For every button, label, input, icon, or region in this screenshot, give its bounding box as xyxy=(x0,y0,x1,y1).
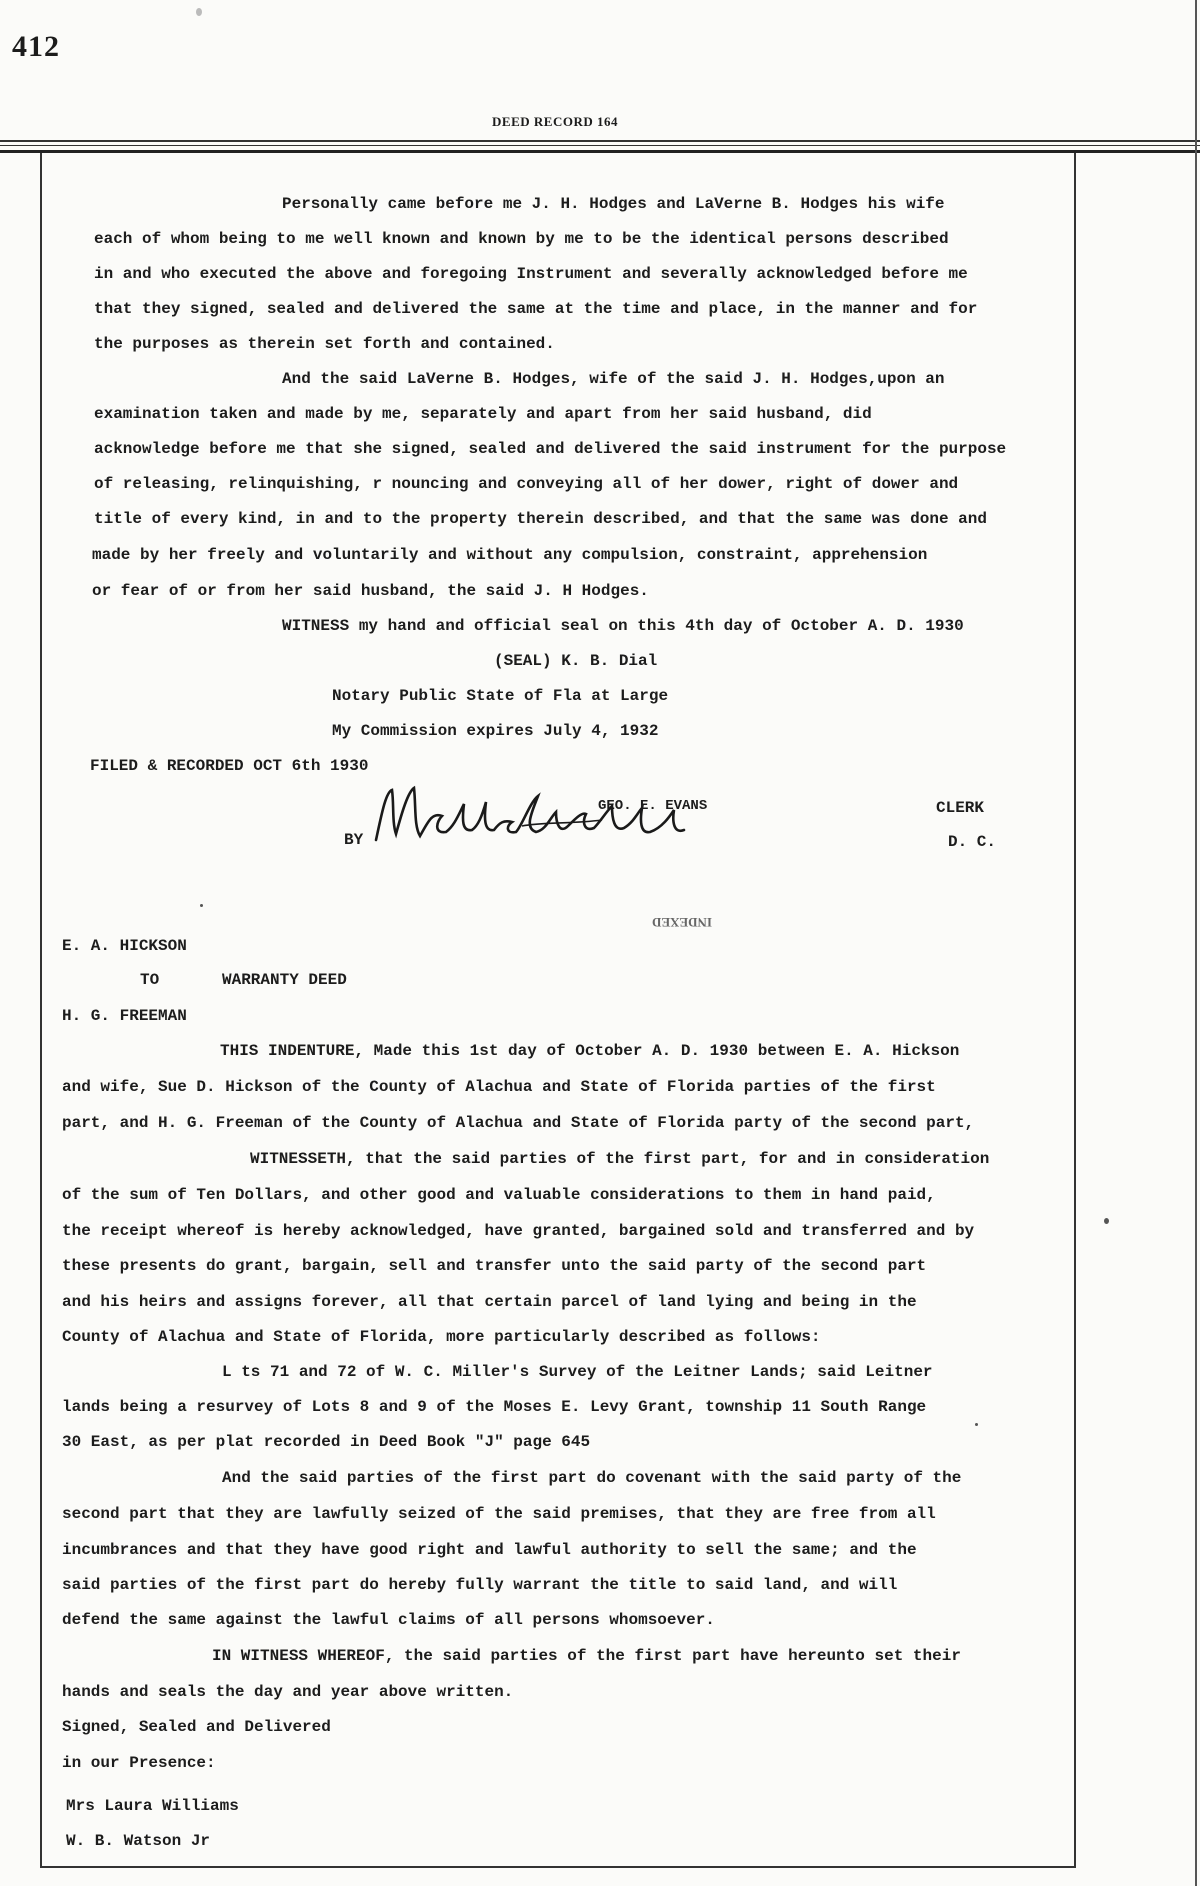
deed-line: WITNESSETH, that the said parties of the first part, for and in consideration xyxy=(250,1150,990,1168)
ack-line: in and who executed the above and foregoing Instrument and severally acknowledged before me xyxy=(94,265,968,283)
deed-line: L ts 71 and 72 of W. C. Miller's Survey of the Leitner Lands; said Leitner xyxy=(222,1363,933,1381)
witness-name: W. B. Watson Jr xyxy=(66,1832,211,1850)
deed-line: of the sum of Ten Dollars, and other good and valuable considerations to them in hand paid, xyxy=(62,1186,936,1204)
deed-line: 30 East, as per plat recorded in Deed Book "J" page 645 xyxy=(62,1433,591,1451)
notary-line: Notary Public State of Fla at Large xyxy=(332,687,669,705)
deed-line: lands being a resurvey of Lots 8 and 9 of the Moses E. Levy Grant, township 11 South Range xyxy=(62,1398,927,1416)
right-margin-rule xyxy=(1074,153,1076,1868)
deed-line: and his heirs and assigns forever, all that certain parcel of land lying and being in the xyxy=(62,1293,917,1311)
deed-line: THIS INDENTURE, Made this 1st day of October A. D. 1930 between E. A. Hickson xyxy=(220,1042,960,1060)
witness-name: Mrs Laura Williams xyxy=(66,1797,239,1815)
deed-line: defend the same against the lawful claims of all persons whomsoever. xyxy=(62,1611,715,1629)
ack-line: examination taken and made by me, separately and apart from her said husband, did xyxy=(94,405,872,423)
to-label: TO xyxy=(140,971,160,989)
scan-speck xyxy=(196,8,202,16)
by-label: BY xyxy=(344,831,364,849)
ack-line: or fear of or from her said husband, the said J. H Hodges. xyxy=(92,582,649,600)
left-margin-rule xyxy=(40,153,42,1868)
deed-line: part, and H. G. Freeman of the County of Alachua and State of Florida party of the second part, xyxy=(62,1114,975,1132)
ack-line: each of whom being to me well known and known by me to be the identical persons described xyxy=(94,230,949,248)
seal-line: (SEAL) K. B. Dial xyxy=(494,652,658,670)
ack-line: title of every kind, in and to the property therein described, and that the same was done and xyxy=(94,510,987,528)
clerk-title: CLERK xyxy=(936,799,985,817)
deed-line: hands and seals the day and year above written. xyxy=(62,1683,514,1701)
ack-line: Personally came before me J. H. Hodges and LaVerne B. Hodges his wife xyxy=(282,195,945,213)
bottom-rule xyxy=(40,1866,1076,1868)
commission-line: My Commission expires July 4, 1932 xyxy=(332,722,659,740)
deed-line: And the said parties of the first part do covenant with the said party of the xyxy=(222,1469,962,1487)
page-number: 412 xyxy=(12,30,60,63)
handwritten-signature xyxy=(372,782,712,852)
header-rule xyxy=(0,145,1200,146)
page-edge-rule xyxy=(1195,0,1197,1886)
scan-speck xyxy=(200,904,203,907)
deed-line: County of Alachua and State of Florida, more particularly described as follows: xyxy=(62,1328,821,1346)
grantee-name: H. G. FREEMAN xyxy=(62,1007,187,1025)
header-rule xyxy=(0,140,1200,142)
deed-line: the receipt whereof is hereby acknowledged, have granted, bargained sold and transferred and by xyxy=(62,1222,975,1240)
dc-label: D. C. xyxy=(948,833,997,851)
deed-line: these presents do grant, bargain, sell and transfer unto the said party of the second part xyxy=(62,1257,927,1275)
deed-line: second part that they are lawfully seized of the said premises, that they are free from all xyxy=(62,1505,936,1523)
deed-line: incumbrances and that they have good right and lawful authority to sell the same; and the xyxy=(62,1541,917,1559)
presence-line: in our Presence: xyxy=(62,1754,216,1772)
record-heading: DEED RECORD 164 xyxy=(492,114,618,129)
deed-line: and wife, Sue D. Hickson of the County of Alachua and State of Florida parties of the first xyxy=(62,1078,936,1096)
ack-line: made by her freely and voluntarily and without any compulsion, constraint, apprehension xyxy=(92,546,928,564)
deed-line: said parties of the first part do hereby fully warrant the title to said land, and will xyxy=(62,1576,898,1594)
ack-line: acknowledge before me that she signed, sealed and delivered the said instrument for the purpose xyxy=(94,440,1007,458)
scan-speck xyxy=(1104,1218,1109,1224)
deed-type: WARRANTY DEED xyxy=(222,971,347,989)
grantor-name: E. A. HICKSON xyxy=(62,937,187,955)
signed-line: Signed, Sealed and Delivered xyxy=(62,1718,331,1736)
header-rule xyxy=(0,150,1200,153)
ack-line: the purposes as therein set forth and contained. xyxy=(94,335,555,353)
witness-line: WITNESS my hand and official seal on this 4th day of October A. D. 1930 xyxy=(282,617,964,635)
deed-line: IN WITNESS WHEREOF, the said parties of the first part have hereunto set their xyxy=(212,1647,961,1665)
clerk-name: GEO. E. EVANS xyxy=(598,798,708,814)
scan-speck xyxy=(975,1423,978,1426)
indexed-stamp: INDEXED xyxy=(652,915,712,930)
filed-line: FILED & RECORDED OCT 6th 1930 xyxy=(90,757,369,775)
ack-line: that they signed, sealed and delivered the same at the time and place, in the manner and for xyxy=(94,300,978,318)
ack-line: And the said LaVerne B. Hodges, wife of the said J. H. Hodges,upon an xyxy=(282,370,945,388)
ack-line: of releasing, relinquishing, r nouncing and conveying all of her dower, right of dower and xyxy=(94,475,959,493)
